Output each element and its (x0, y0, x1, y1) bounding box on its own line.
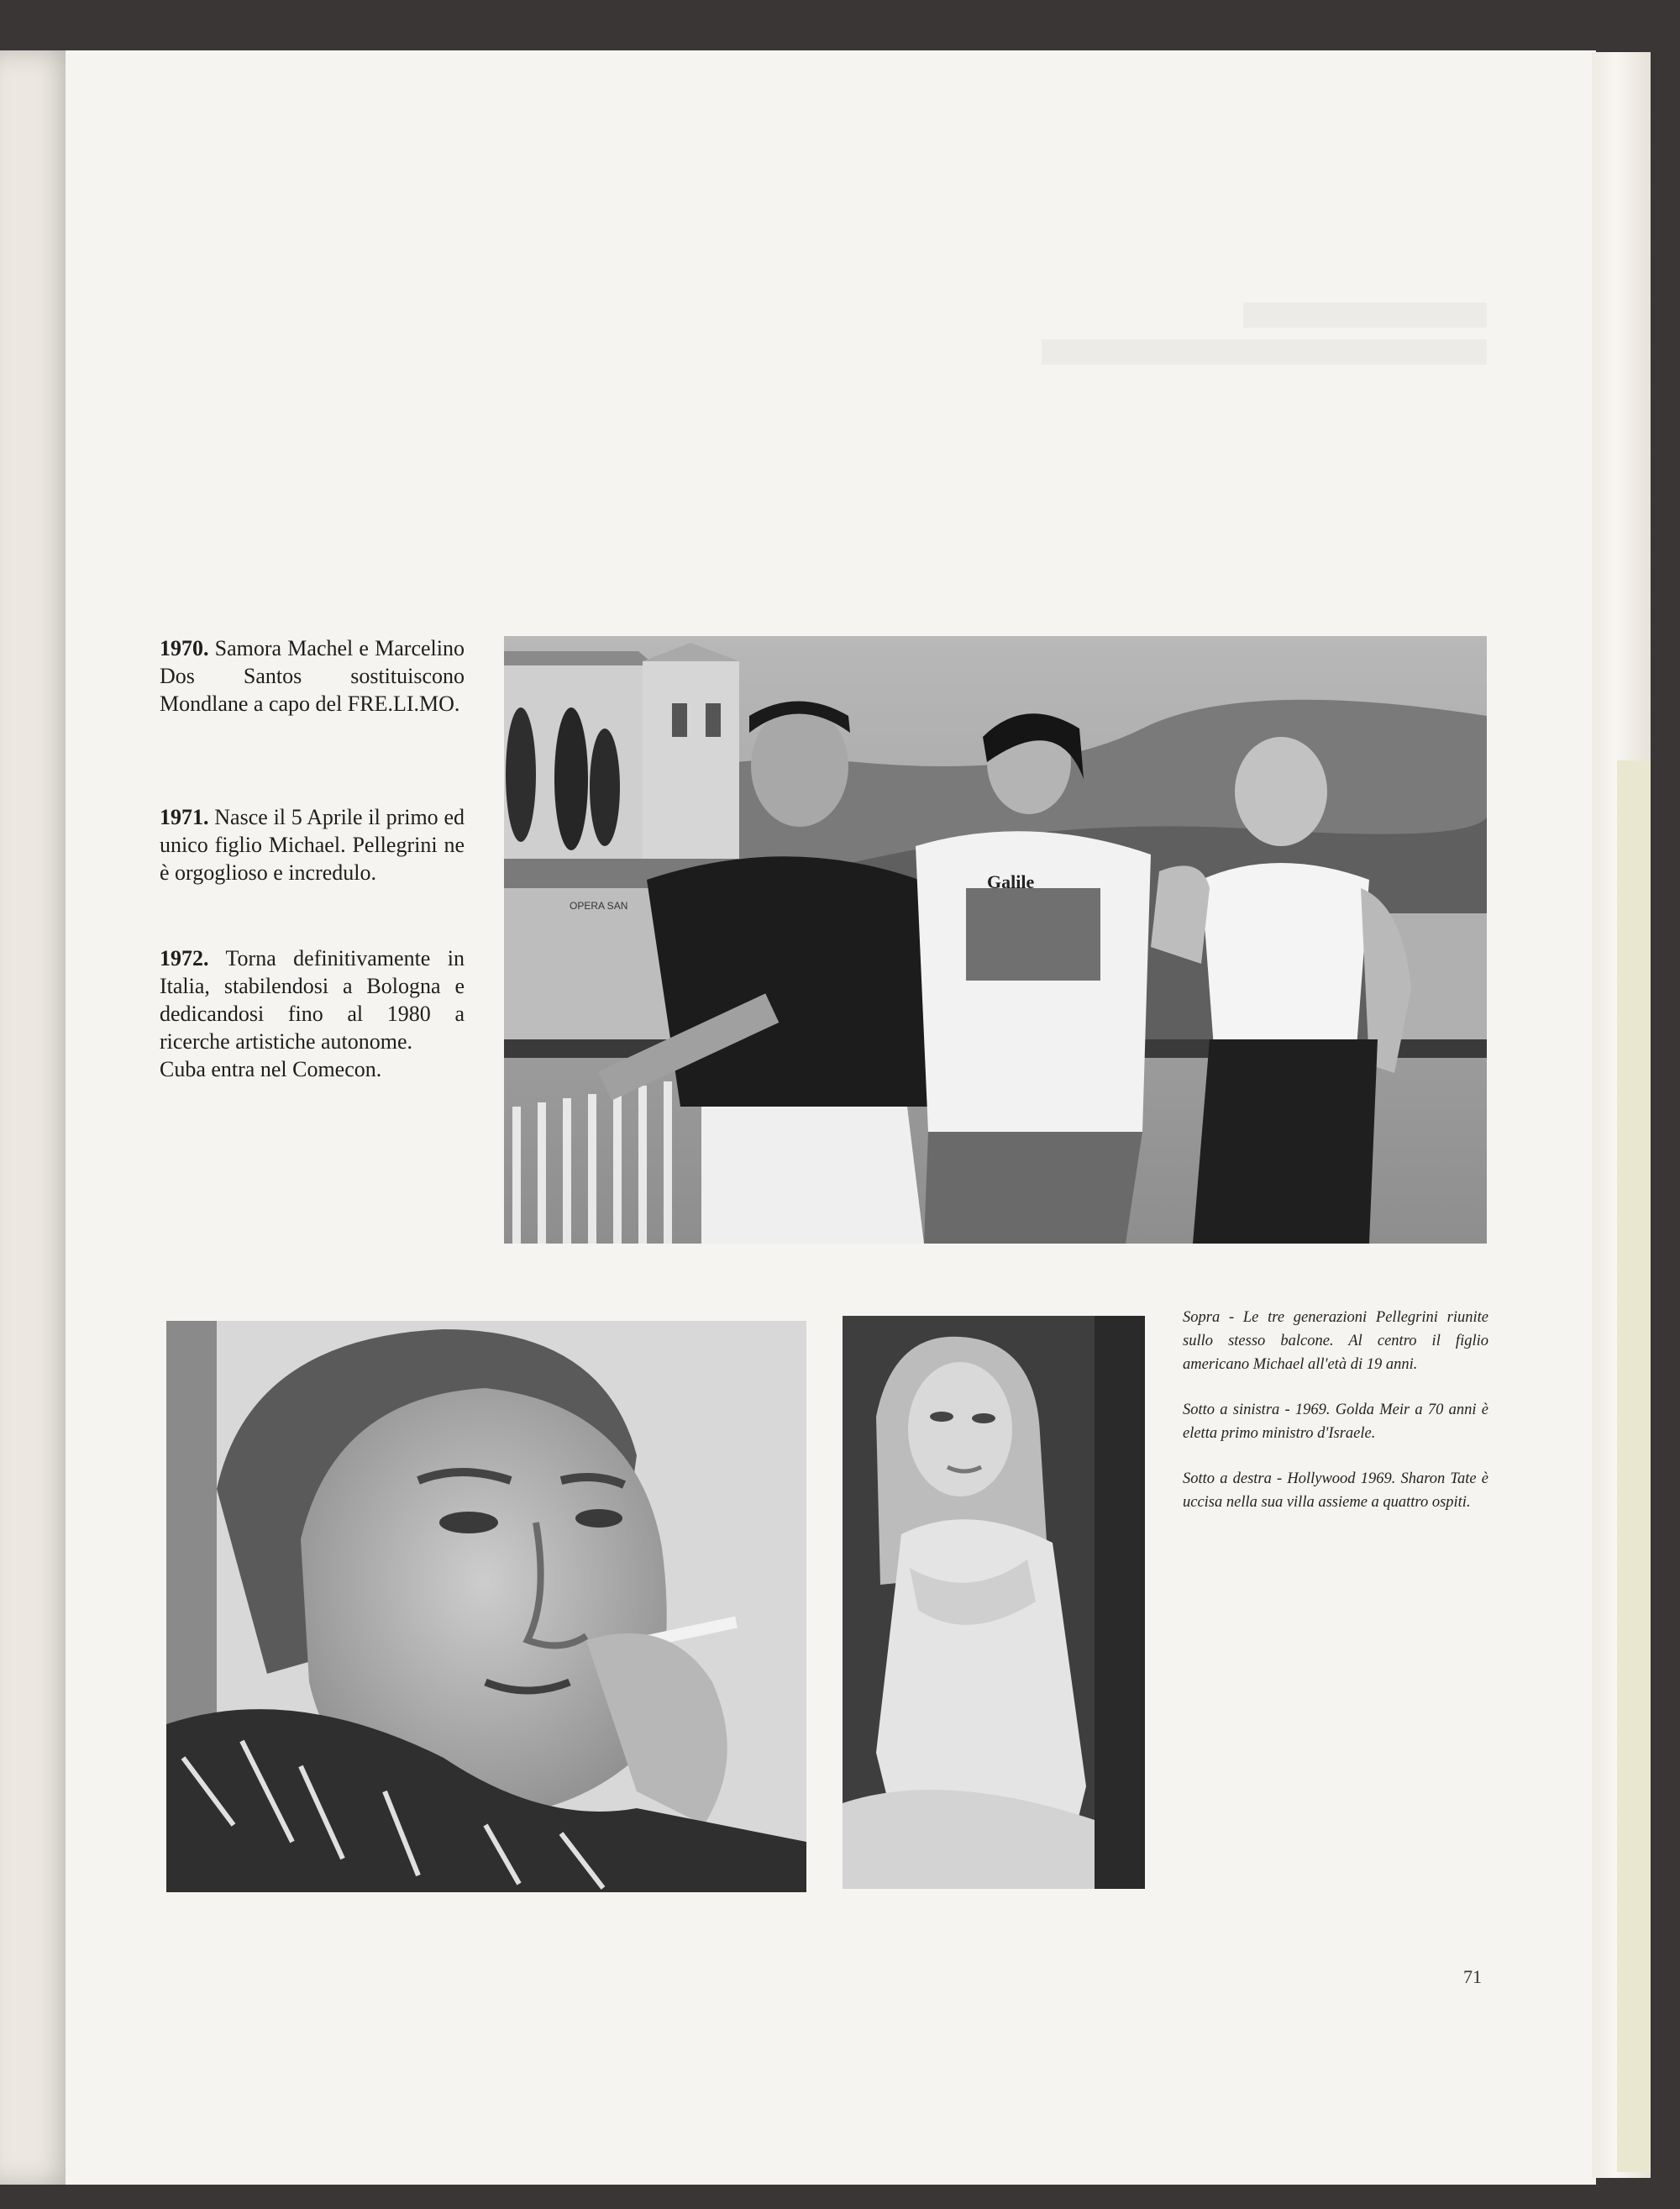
entry-text: Torna definitivamente in Italia, stabilendosi a Bologna e dedicandosi fino al 1980 a ricerche artistiche autonome. (160, 946, 465, 1054)
left-page (0, 50, 76, 2185)
show-through (1042, 302, 1487, 370)
timeline-entry-1971 (160, 803, 465, 886)
cover-edge (1617, 760, 1651, 2172)
caption-bottom-right: Sotto a destra - Hollywood 1969. Sharon Tate è uccisa nella sua villa assieme a quattro ospiti. (1183, 1470, 1488, 1511)
caption-top: Sopra - Le tre generazioni Pellegrini riunite sullo stesso balcone. Al centro il figlio americano Michael all'età di 19 anni. (1183, 1309, 1488, 1373)
entry-text: Nasce il 5 Aprile il primo ed unico figlio Michael. Pellegrini ne è orgoglioso e incredulo. (160, 805, 465, 885)
page-number: 71 (1463, 1966, 1482, 1987)
entry-year: 1970. (160, 636, 209, 660)
entry-year: 1971. (160, 805, 209, 829)
timeline-entry-1970 (160, 634, 465, 718)
photo-balcony (504, 636, 1487, 1244)
photo-sharon-tate (843, 1316, 1145, 1889)
photo-golda-meir (166, 1321, 806, 1892)
entry-text: Samora Machel e Marcelino Dos Santos sostituiscono Mondlane a capo del FRE.LI.MO. (160, 636, 465, 716)
entry-extra: Cuba entra nel Comecon. (160, 1057, 382, 1081)
timeline-entry-1972 (160, 944, 465, 1083)
building-sign: OPERA SAN (570, 900, 628, 912)
shirt-text: Galile (987, 871, 1035, 892)
caption-bottom-left: Sotto a sinistra - 1969. Golda Meir a 70 anni è eletta primo ministro d'Israele. (1183, 1402, 1488, 1442)
photo-captions (1183, 1306, 1488, 1536)
entry-year: 1972. (160, 946, 209, 970)
